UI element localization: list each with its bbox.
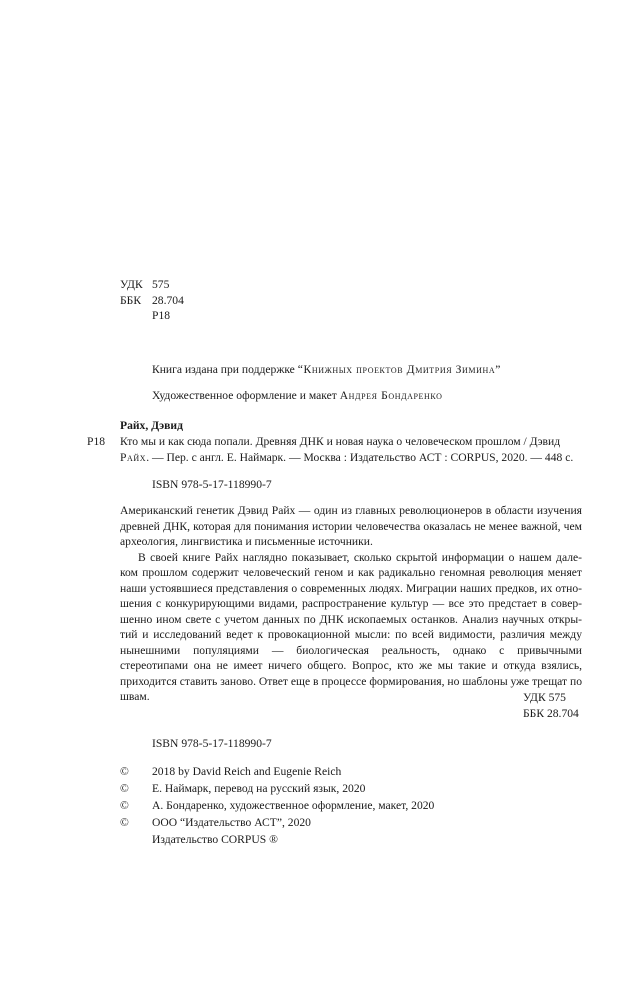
copyright-text: Е. Наймарк, перевод на русский язык, 2020: [152, 782, 366, 795]
copyright-symbol: ©: [120, 765, 129, 778]
copyright-text: Издательство CORPUS ®: [152, 833, 278, 846]
copyright-row: [120, 798, 434, 815]
annotation-line: шения с конкурирующими видами, распространение культур — все это предстает в совер-: [120, 597, 582, 610]
record-line-1: Кто мы и как сюда попали. Древняя ДНК и новая наука о человеческом прошлом / Дэвид: [120, 435, 561, 448]
udk-label: УДК: [120, 278, 143, 291]
support-prefix: Книга издана при поддержке: [152, 363, 298, 376]
author-heading: Райх, Дэвид: [120, 419, 183, 432]
record-isbn: ISBN 978-5-17-118990-7: [152, 478, 272, 491]
annotation-line: древней ДНК, которая для понимания истории человечества оказалась не менее важной, чем: [120, 519, 582, 533]
right-udk: УДК 575: [523, 691, 566, 704]
right-codes: [523, 690, 579, 721]
annotation-paragraph-2: [120, 550, 582, 705]
design-name: Андрея Бондаренко: [339, 389, 443, 402]
copyright-row: [120, 764, 434, 781]
copyright-row: [120, 781, 434, 798]
copyright-text: А. Бондаренко, художественное оформление, макет, 2020: [152, 799, 435, 812]
design-prefix: Художественное оформление и макет: [152, 389, 340, 402]
copyright-row: [120, 832, 434, 849]
copyright-symbol: ©: [120, 816, 129, 829]
support-name: “Книжных проектов Дмитрия Зимина”: [297, 363, 502, 376]
right-bbk: ББК 28.704: [523, 706, 579, 720]
udk-value: 575: [152, 278, 170, 291]
copyright-symbol: [120, 832, 152, 849]
record-title: [120, 434, 582, 465]
annotation-line: шенно ином свете с учетом данных по ДНК ископаемых останков. Анализ научных откры-: [120, 612, 582, 626]
bbk-value: 28.704: [152, 293, 184, 307]
bbk-label: ББК: [120, 293, 142, 307]
classification-codes: [120, 277, 184, 324]
annotation-line: заново. Ответ еще в процессе формирования, но шаблоны уже трещат по швам.: [120, 674, 582, 703]
annotation-line: ком прошлом содержит человеческий геном и как радикально геномная революция меняет: [120, 566, 582, 579]
record-line-2-rest: . — Пер. с англ. Е. Наймарк. — Москва : Издательство АСТ : CORPUS, 2020. — 448 с.: [146, 450, 574, 464]
annotation-line: нынешними популяциями — биологическая реальность, однако с привычными стереотипами: [120, 643, 582, 672]
record-line-2: [120, 450, 582, 466]
copyright-symbol: ©: [120, 799, 129, 812]
annotation-line: В своей книге Райх наглядно показывает, сколько скрытой информации о нашем дале-: [138, 550, 582, 564]
annotation-line: археология, лингвистика и письменные источники.: [120, 535, 373, 548]
record-sign: Р18: [87, 435, 106, 448]
copyright-row: [120, 815, 434, 832]
copyright-symbol: ©: [120, 782, 129, 795]
copyright-text: 2018 by David Reich and Eugenie Reich: [152, 765, 342, 778]
author-sign: Р18: [152, 309, 171, 322]
annotation-line: она не имеет ничего общего. Вопрос, кто же мы такие и откуда взялись, приходится ставить: [120, 659, 583, 688]
record-author-name: Райх: [120, 450, 147, 464]
support-credit: [152, 362, 501, 378]
copyright-text: ООО “Издательство АСТ”, 2020: [152, 816, 311, 829]
annotation: [120, 503, 582, 705]
isbn: ISBN 978-5-17-118990-7: [152, 737, 272, 750]
annotation-line: наши устоявшиеся представления о современных людях. Миграции наших предков, их отно-: [120, 581, 582, 595]
copyright-block: [120, 764, 434, 849]
design-credit: [152, 388, 443, 404]
annotation-line: Американский генетик Дэвид Райх — один из главных революционеров в области изучения: [120, 504, 582, 517]
annotation-line: тий и исследований ведет к провокационной мысли: по всей видимости, различия между: [120, 628, 582, 641]
annotation-paragraph-1: [120, 503, 582, 550]
